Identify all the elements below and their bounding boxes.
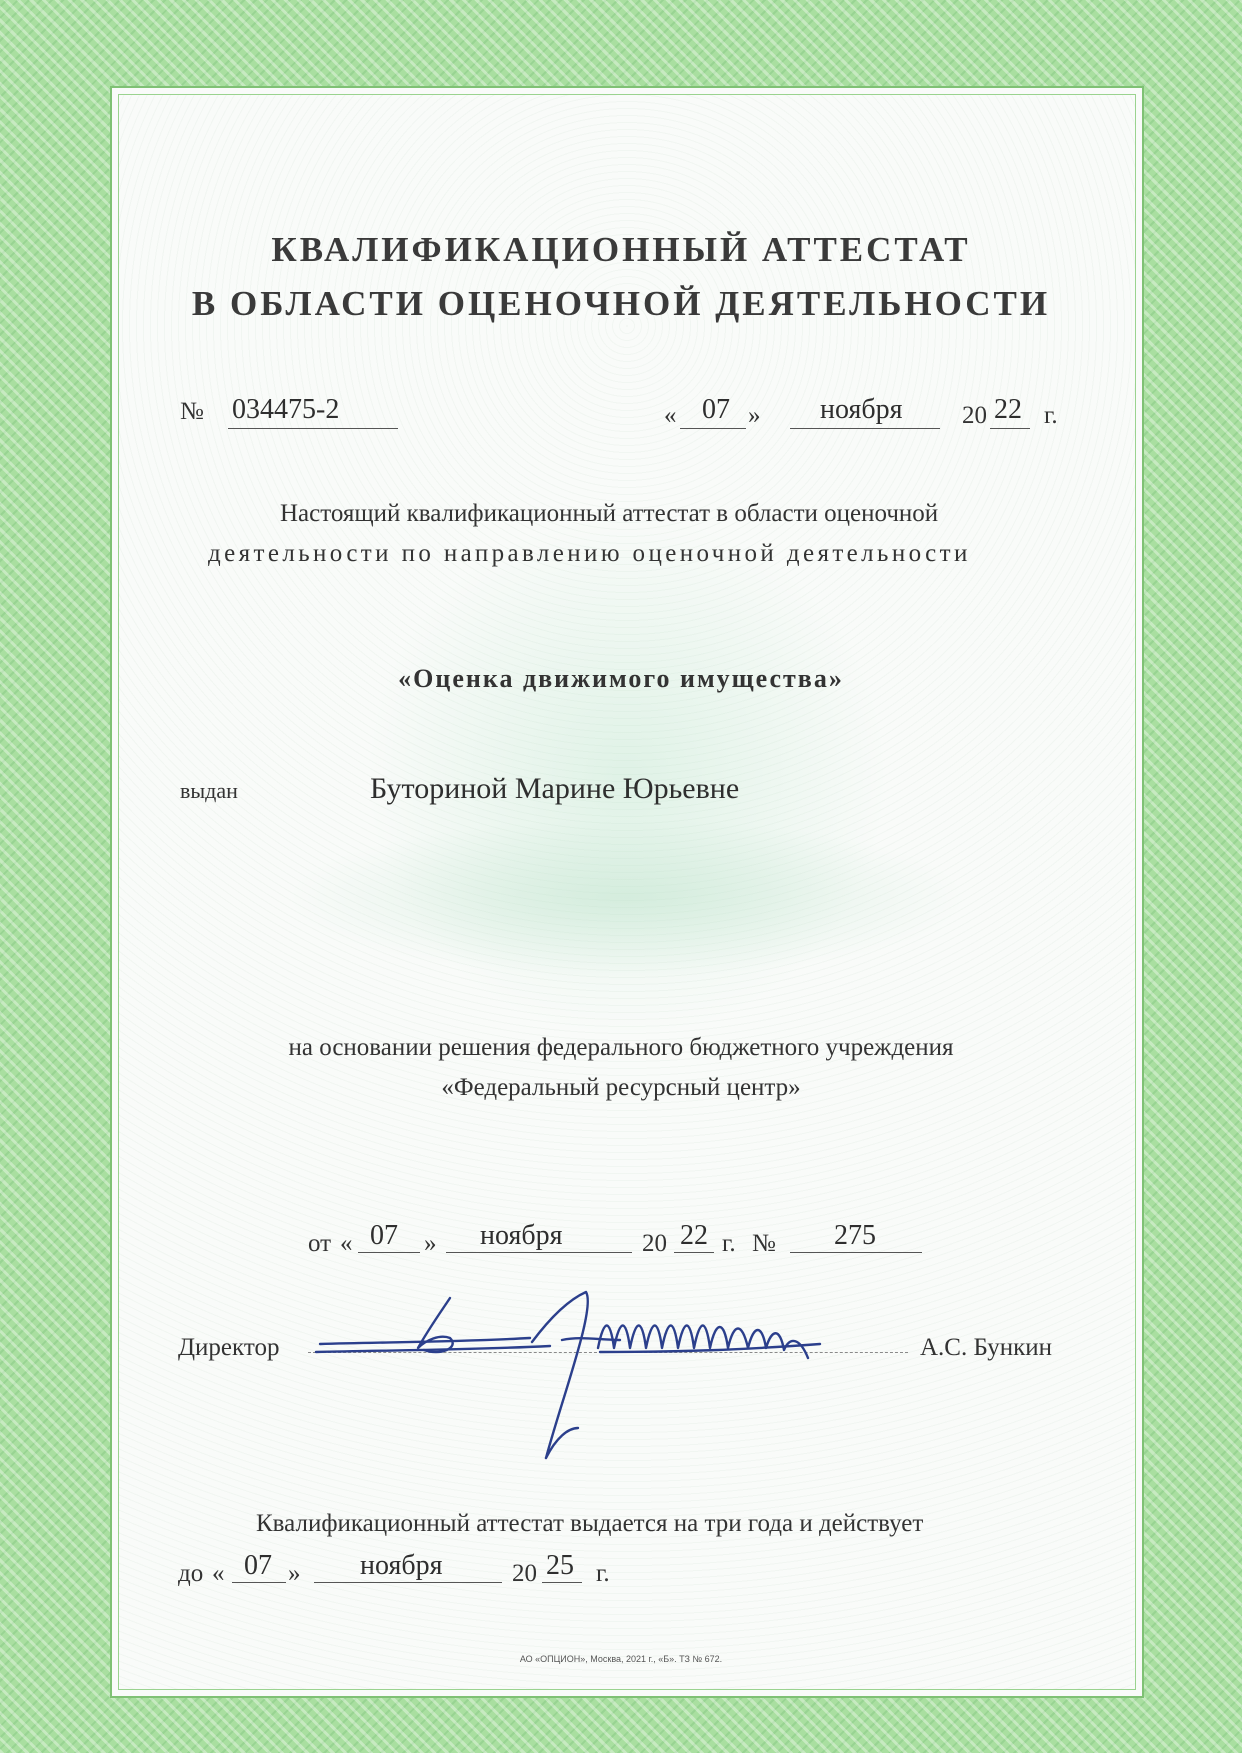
basis-line-1: на основании решения федерального бюджетного учреждения	[288, 1034, 954, 1061]
date-quote-open: «	[664, 402, 677, 429]
decision-year-unit: г.	[722, 1230, 736, 1257]
validity-quote-open: «	[212, 1560, 225, 1587]
validity-until-label: до	[178, 1560, 204, 1587]
validity-year-suffix: 25	[546, 1550, 574, 1581]
date-day: 07	[702, 394, 730, 425]
date-year-underline	[990, 428, 1030, 429]
decision-quote-open: «	[340, 1230, 353, 1257]
decision-number-underline	[790, 1252, 922, 1253]
decision-year-suffix: 22	[680, 1220, 708, 1251]
issued-label: выдан	[180, 778, 238, 803]
decision-year-underline	[674, 1252, 714, 1253]
validity-quote-close: »	[288, 1560, 301, 1587]
validity-month-underline	[314, 1582, 502, 1583]
date-month-underline	[790, 428, 940, 429]
decision-day-underline	[358, 1252, 420, 1253]
validity-month: ноября	[360, 1550, 443, 1581]
signatory-name: А.С. Бункин	[920, 1334, 1052, 1361]
number-underline	[228, 428, 398, 429]
date-year-unit: г.	[1044, 402, 1058, 429]
title-line-1: КВАЛИФИКАЦИОННЫЙ АТТЕСТАТ	[271, 230, 971, 269]
decision-month-underline	[446, 1252, 632, 1253]
date-day-underline	[680, 428, 746, 429]
intro-line-1: Настоящий квалификационный аттестат в области оценочной	[280, 500, 939, 527]
validity-day-underline	[232, 1582, 286, 1583]
decision-number: 275	[834, 1220, 876, 1251]
decision-from-label: от	[308, 1230, 332, 1257]
decision-day: 07	[370, 1220, 398, 1251]
number-label: №	[180, 398, 204, 425]
validity-year-prefix: 20	[512, 1560, 537, 1587]
signatory-title: Директор	[178, 1334, 280, 1361]
decision-month: ноября	[480, 1220, 563, 1251]
validity-day: 07	[244, 1550, 272, 1581]
title-line-2: В ОБЛАСТИ ОЦЕНОЧНОЙ ДЕЯТЕЛЬНОСТИ	[191, 284, 1051, 323]
validity-line-1: Квалификационный аттестат выдается на три года и действует	[256, 1510, 924, 1537]
date-year-suffix: 22	[994, 394, 1022, 425]
intro-line-2: деятельности по направлению оценочной деятельности	[208, 540, 971, 567]
basis-line-2: «Федеральный ресурсный центр»	[441, 1074, 801, 1101]
certificate-number: 034475-2	[232, 394, 340, 425]
date-year-prefix: 20	[962, 402, 987, 429]
printer-imprint: АО «ОПЦИОН», Москва, 2021 г., «Б». ТЗ № 672.	[519, 1654, 723, 1664]
decision-year-prefix: 20	[642, 1230, 667, 1257]
holder-name: Буториной Марине Юрьевне	[370, 772, 740, 805]
decision-number-label: №	[752, 1230, 776, 1257]
decision-quote-close: »	[424, 1230, 437, 1257]
validity-year-unit: г.	[596, 1560, 610, 1587]
handwritten-signature	[300, 1278, 900, 1478]
date-quote-close: »	[748, 402, 761, 429]
validity-year-underline	[542, 1582, 582, 1583]
assessment-direction: «Оценка движимого имущества»	[398, 664, 844, 693]
date-month: ноября	[820, 394, 903, 425]
